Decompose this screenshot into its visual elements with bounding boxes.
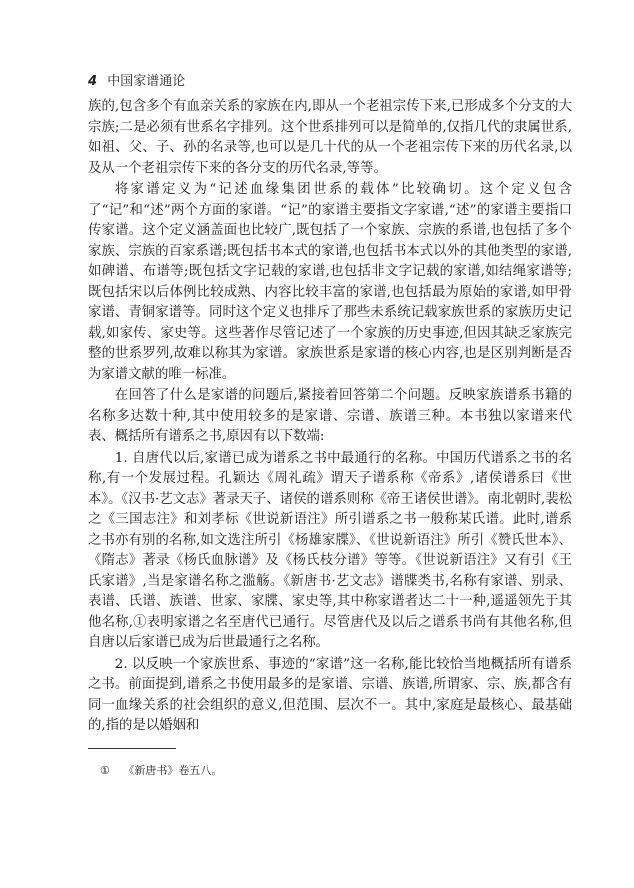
running-header (88, 70, 185, 89)
paragraph-3: 在回答了什么是家谱的问题后,紧接着回答第二个问题。反映家族谱系书籍的名称多达数十种,其中使用较多的是家谱、宗谱、族谱三种。本书独以家谱来代表、概括所有谱系之书,原因有以下数端: (88, 388, 572, 444)
paragraph-4: 1. 自唐代以后,家谱已成为谱系之书中最通行的名称。中国历代谱系之书的名称,有一个发展过程。孔颖达《周礼疏》谓天子谱系称《帝系》,诸侯谱系曰《世本》。《汉书·艺文志》著录天子、诸侯的谱系则称《帝王诸侯世谱》。南北朝时,裴松之《三国志注》和刘孝标《世说新语注》所引谱系之书一般称某氏谱。此时,谱系之书亦有别的名称,如文选注所引《杨雄家牒》、《世说新语注》所引《赞氏世本》、《隋志》著录《杨氏血脉谱》及《杨氏枝分谱》等等。《世说新语注》又有引《王氏家谱》,当是家谱名称之滥觞。《新唐书·艺文志》谱牒类书,名称有家谱、别录、表谱、氏谱、族谱、世家、家牒、家史等,其中称家谱者达二十一种,遥遥领先于其他名称,①表明家谱之名至唐代已通行。尽管唐代及以后之谱系书尚有其他名称,但自唐以后家谱已成为后世最通行之名称。 (88, 450, 572, 650)
paragraph-1: 族的,包含多个有血亲关系的家族在内,即从一个老祖宗传下来,已形成多个分支的大宗族;二是必须有世系名字排列。这个世系排列可以是简单的,仅指几代的隶属世系,如祖、父、子、孙的名录等,也可以是几十代的从一个老祖宗传下来的历代名录,以及从一个老祖宗传下来的各分支的历代名录,等等。 (88, 99, 572, 176)
footnote (100, 762, 222, 778)
footnote-divider (88, 748, 176, 749)
footnote-text: 《新唐书》卷五八。 (123, 764, 223, 777)
paragraph-5: 2. 以反映一个家族世系、事迹的“家谱”这一名称,能比较恰当地概括所有谱系之书。前面提到,谱系之书使用最多的是家谱、宗谱、族谱,所谓家、宗、族,都含有同一血缘关系的社会组织的意义,但范围、层次不一。其中,家庭是最核心、最基础的,指的是以婚姻和 (88, 656, 572, 733)
footnote-mark: ① (100, 764, 110, 777)
body-text (88, 97, 572, 738)
paragraph-2: 将家谱定义为“记述血缘集团世系的载体”比较确切。这个定义包含了“记”和“述”两个方面的家谱。“记”的家谱主要指文字家谱,“述”的家谱主要指口传家谱。这个定义涵盖面也比较广,既包括了一个家族、宗族的系谱,也包括了多个家族、宗族的百家系谱;既包括书本式的家谱,也包括书本式以外的其他类型的家谱,如碑谱、布谱等;既包括文字记载的家谱,也包括非文字记载的家谱,如结绳家谱等;既包括宋以后体例比较成熟、内容比较丰富的家谱,也包括最为原始的家谱,如甲骨家谱、青铜家谱等。同时这个定义也排斥了那些未系统记载家族世系的家族历史记载,如家传、家史等。这些著作尽管记述了一个家族的历史事迹,但因其缺乏家族完整的世系罗列,故难以称其为家谱。家族世系是家谱的核心内容,也是区别判断是否为家谱文献的唯一标准。 (88, 182, 572, 382)
book-title: 中国家谱通论 (107, 74, 186, 89)
page-number: 4 (88, 74, 98, 89)
